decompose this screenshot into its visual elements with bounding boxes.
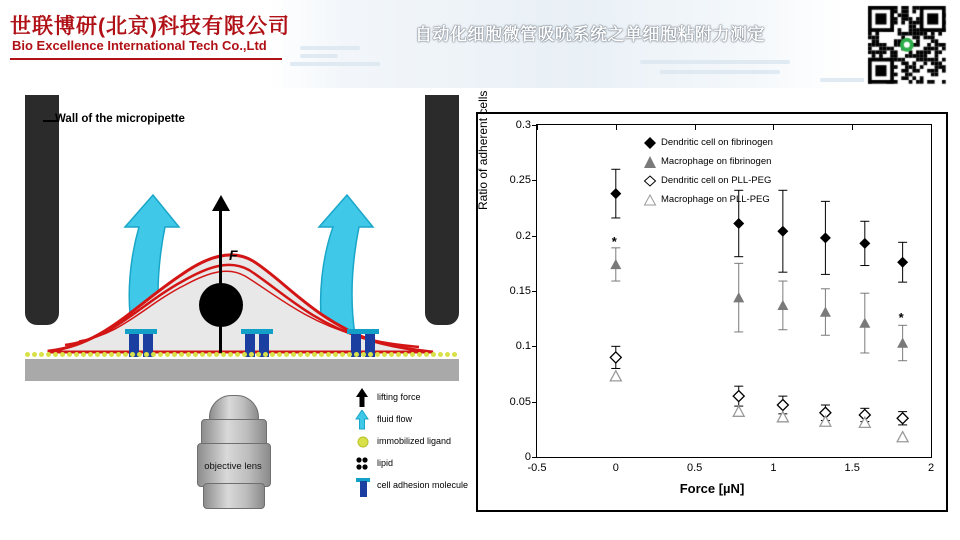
x-axis-tick-mark [852, 125, 853, 130]
ligand-dot [368, 352, 373, 357]
chart-panel [476, 90, 948, 512]
force-arrow-head [212, 195, 230, 211]
objective-lens [195, 395, 271, 513]
header-decoration-bar [290, 62, 380, 66]
ligand-dot [102, 352, 107, 357]
y-axis-tick-label: 0.05 [509, 395, 531, 408]
plot-area [509, 119, 935, 474]
ligand-dot [305, 352, 310, 357]
data-point-filled-diamond [820, 232, 831, 243]
data-point-filled-triangle [610, 259, 621, 269]
ligand-dot [235, 352, 240, 357]
ligand-dot [389, 352, 394, 357]
data-point-filled-triangle [733, 292, 744, 302]
ligand-dot [417, 352, 422, 357]
x-axis-tick-label: 0.5 [686, 462, 703, 474]
data-point-open-triangle [777, 412, 788, 422]
black-dots-icon [355, 454, 373, 474]
ligand-dot [151, 352, 156, 357]
significance-annotation: * [898, 309, 904, 325]
cell-adhesion-molecule-head [255, 329, 273, 334]
y-axis-tick-mark [532, 236, 537, 237]
legend-label: cell adhesion molecule [377, 480, 469, 490]
ligand-dot [410, 352, 415, 357]
cell-adhesion-molecule-head [361, 329, 379, 334]
ligand-dot [172, 352, 177, 357]
header-decoration-bar [300, 54, 338, 58]
ligand-dot [431, 352, 436, 357]
ligand-dot [382, 352, 387, 357]
y-axis-tick-mark [532, 291, 537, 292]
x-axis-tick-label: 0 [612, 462, 619, 474]
force-arrow-shaft [219, 203, 222, 353]
data-point-open-triangle [897, 432, 908, 442]
ligand-dot [354, 352, 359, 357]
legend-item-fluid-flow [353, 409, 465, 431]
data-point-filled-triangle [820, 307, 831, 317]
header-decoration-bar [640, 60, 790, 64]
x-axis-tick-mark [931, 125, 932, 130]
ligand-dot [165, 352, 170, 357]
data-point-filled-diamond [610, 188, 621, 199]
y-axis-tick-mark [532, 180, 537, 181]
ligand-dot [361, 352, 366, 357]
ligand-dot [109, 352, 114, 357]
data-point-open-diamond [897, 413, 908, 424]
data-point-open-triangle [610, 371, 621, 381]
x-axis-tick-label: 1.5 [844, 462, 860, 474]
header-decoration-bar [660, 70, 780, 74]
x-axis-tick-label: 2 [927, 462, 935, 474]
ligand-dot [326, 352, 331, 357]
y-axis-tick-label: 0.25 [509, 174, 531, 187]
ligand-dot [46, 352, 51, 357]
ligand-dot [53, 352, 58, 357]
data-point-open-triangle [820, 416, 831, 426]
illustration-legend [353, 387, 469, 497]
data-points-layer [537, 125, 931, 457]
y-axis-tick-mark [532, 346, 537, 347]
ligand-dot [347, 352, 352, 357]
data-point-open-diamond [777, 399, 788, 410]
qr-code-icon[interactable] [864, 4, 952, 86]
ligand-dot [95, 352, 100, 357]
ligand-dot [116, 352, 121, 357]
x-axis-tick-mark [695, 125, 696, 130]
data-point-filled-diamond [777, 226, 788, 237]
immobilized-ligand-layer [25, 351, 459, 359]
company-name-chinese: 世联博研(北京)科技有限公司 [10, 15, 290, 38]
y-axis-label: Ratio of adherent cells [476, 90, 490, 210]
ligand-dot [200, 352, 205, 357]
data-point-filled-diamond [897, 257, 908, 268]
company-name-english: Bio Excellence International Tech Co.,Ltd [12, 38, 267, 53]
page-header [0, 0, 960, 88]
legend-item-lifting-force [353, 387, 465, 409]
ligand-dot [375, 352, 380, 357]
ligand-dot [207, 352, 212, 357]
data-point-filled-diamond [733, 218, 744, 229]
ligand-dot [396, 352, 401, 357]
y-axis-tick-label: 0 [524, 451, 531, 463]
up-arrow-icon [355, 388, 373, 408]
ligand-dot [88, 352, 93, 357]
ligand-dot [158, 352, 163, 357]
x-axis-tick-label: -0.5 [527, 462, 547, 474]
x-axis-tick-mark [773, 125, 774, 130]
ligand-dot [193, 352, 198, 357]
ligand-dot [312, 352, 317, 357]
legend-label: Dendritic cell on PLL-PEG [661, 175, 772, 186]
ligand-dot [32, 352, 37, 357]
ligand-dot [445, 352, 450, 357]
legend-item-lipid [353, 453, 465, 475]
ligand-dot [221, 352, 226, 357]
ligand-dot [263, 352, 268, 357]
ligand-dot [60, 352, 65, 357]
legend-label: immobilized ligand [377, 436, 452, 446]
ligand-dot [242, 352, 247, 357]
yellow-dot-icon [355, 432, 373, 452]
legend-label: Macrophage on PLL-PEG [661, 194, 770, 205]
ligand-dot [228, 352, 233, 357]
ligand-dot [284, 352, 289, 357]
header-divider [10, 58, 282, 60]
ligand-dot [256, 352, 261, 357]
ligand-dot [424, 352, 429, 357]
page-title: 自动化细胞微管吸吮系统之单细胞粘附力测定 [415, 25, 765, 44]
legend-label: lipid [377, 458, 394, 468]
fluid-flow-arrow-icon [355, 410, 373, 430]
x-axis-tick-label: 1 [770, 462, 777, 474]
receptor-icon [355, 476, 373, 498]
ligand-dot [144, 352, 149, 357]
ligand-dot [270, 352, 275, 357]
ligand-dot [186, 352, 191, 357]
ligand-dot [340, 352, 345, 357]
data-point-filled-diamond [859, 238, 870, 249]
legend-item-adhesion-molecule [353, 475, 469, 497]
y-axis-tick-label: 0.2 [515, 229, 531, 242]
ligand-dot [39, 352, 44, 357]
data-point-open-triangle [733, 406, 744, 416]
data-point-open-triangle [859, 417, 870, 427]
substrate-surface [25, 359, 459, 381]
pipette-label: Wall of the micropipette [55, 113, 185, 125]
ligand-dot [214, 352, 219, 357]
header-decoration-bar [300, 46, 360, 50]
ligand-dot [81, 352, 86, 357]
cell-adhesion-molecule-head [139, 329, 157, 334]
legend-label: Dendritic cell on fibrinogen [661, 137, 773, 148]
ligand-dot [277, 352, 282, 357]
x-axis-tick-mark [537, 125, 538, 130]
data-point-filled-triangle [859, 318, 870, 328]
x-axis-tick-mark [616, 125, 617, 130]
significance-annotation: * [611, 234, 617, 250]
ligand-dot [137, 352, 142, 357]
data-point-open-diamond [610, 352, 621, 363]
data-point-filled-triangle [897, 338, 908, 348]
y-axis-tick-label: 0.1 [515, 340, 531, 353]
legend-label: Macrophage on fibrinogen [661, 156, 772, 167]
ligand-dot [298, 352, 303, 357]
ligand-dot [291, 352, 296, 357]
ligand-dot [438, 352, 443, 357]
legend-item-ligand [353, 431, 465, 453]
y-axis-tick-mark [532, 457, 537, 458]
ligand-dot [74, 352, 79, 357]
ligand-dot [67, 352, 72, 357]
y-axis-tick-mark [532, 402, 537, 403]
objective-lens-label: objective lens [204, 461, 262, 472]
lens-base-segment [203, 483, 265, 509]
ligand-dot [179, 352, 184, 357]
data-point-open-diamond [733, 391, 744, 402]
data-point-filled-triangle [777, 300, 788, 310]
cell-drawing [13, 95, 465, 395]
ligand-dot [319, 352, 324, 357]
ligand-dot [403, 352, 408, 357]
x-axis-label: Force [µN] [679, 481, 745, 496]
ligand-dot [123, 352, 128, 357]
ligand-dot [25, 352, 30, 357]
experiment-illustration [12, 94, 469, 516]
legend-label: fluid flow [377, 414, 413, 424]
ligand-dot [333, 352, 338, 357]
ligand-dot [249, 352, 254, 357]
ligand-dot [130, 352, 135, 357]
legend-label: lifting force [377, 392, 421, 402]
y-axis-tick-label: 0.15 [509, 285, 531, 297]
y-axis-tick-label: 0.3 [515, 119, 531, 131]
ligand-dot [452, 352, 457, 357]
force-symbol-label: F [229, 247, 238, 263]
